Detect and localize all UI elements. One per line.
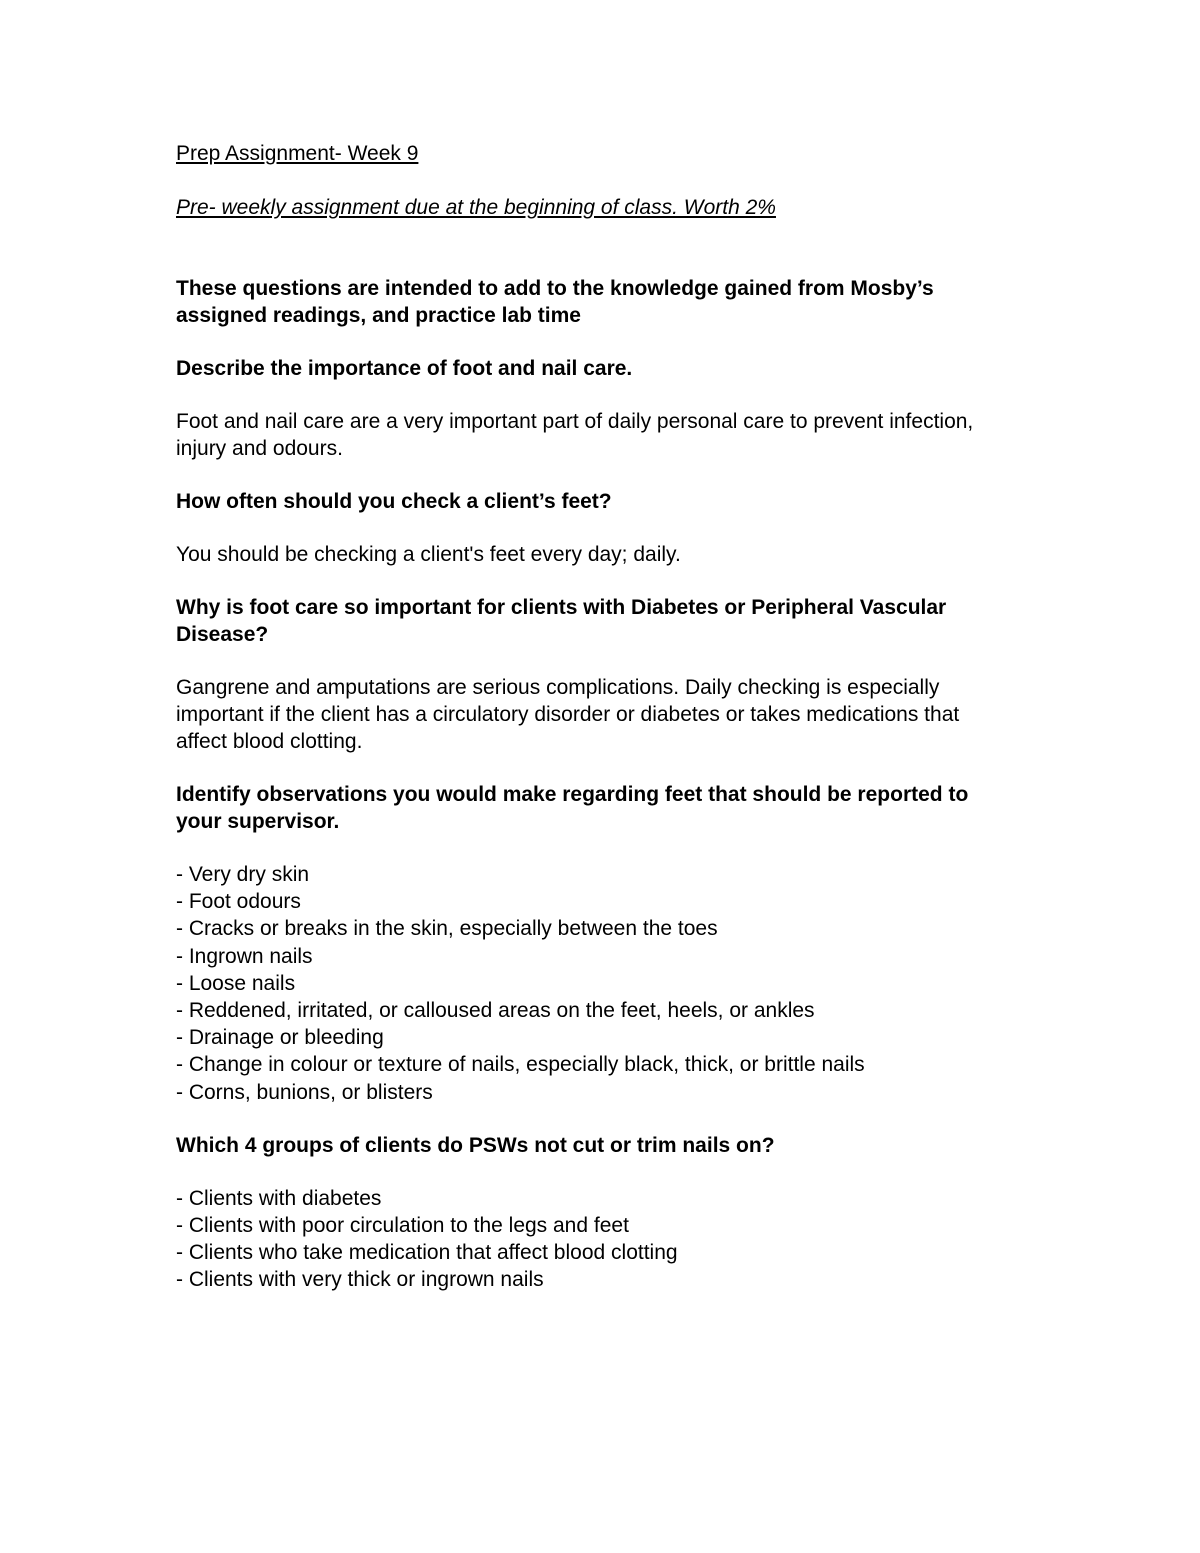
answer-2: You should be checking a client's feet every day; daily. — [176, 543, 681, 566]
list-item: - Loose nails — [176, 971, 296, 995]
list-item: - Cracks or breaks in the skin, especially between the toes — [176, 917, 718, 941]
observation-list — [176, 861, 1016, 1106]
question-5: Which 4 groups of clients do PSWs not cut or trim nails on? — [176, 1133, 775, 1157]
list-item: - Change in colour or texture of nails, especially black, thick, or brittle nails — [176, 1053, 865, 1077]
document-title: Prep Assignment- Week 9 — [176, 142, 419, 165]
question-4: Identify observations you would make regarding feet that should be reported to your supervisor. — [176, 783, 969, 833]
answer-1: Foot and nail care are a very important part of daily personal care to prevent infection, injury and odours. — [176, 410, 974, 460]
list-item: - Drainage or bleeding — [176, 1026, 384, 1050]
list-item: - Corns, bunions, or blisters — [176, 1080, 433, 1104]
list-item: - Ingrown nails — [176, 944, 313, 968]
list-item: - Reddened, irritated, or calloused areas on the feet, heels, or ankles — [176, 999, 815, 1023]
document-subtitle: Pre- weekly assignment due at the beginning of class. Worth 2% — [176, 196, 776, 219]
list-item: - Clients who take medication that affect blood clotting — [176, 1241, 678, 1265]
list-item: - Very dry skin — [176, 863, 310, 886]
answer-3: Gangrene and amputations are serious complications. Daily checking is especially important if the client has a circulatory disorder or diabetes or takes medications that affect blood clotting. — [176, 676, 960, 753]
list-item: - Foot odours — [176, 890, 301, 914]
client-groups-list — [176, 1185, 1016, 1294]
list-item: - Clients with poor circulation to the legs and feet — [176, 1214, 629, 1238]
question-1: Describe the importance of foot and nail care. — [176, 357, 633, 380]
question-2: How often should you check a client’s feet? — [176, 490, 612, 513]
list-item: - Clients with diabetes — [176, 1186, 382, 1210]
document-page — [176, 140, 1016, 1294]
intro-paragraph: These questions are intended to add to the knowledge gained from Mosby’s assigned readings, and practice lab time — [176, 277, 934, 327]
question-3: Why is foot care so important for clients with Diabetes or Peripheral Vascular Disease? — [176, 596, 947, 646]
list-item: - Clients with very thick or ingrown nails — [176, 1268, 544, 1292]
